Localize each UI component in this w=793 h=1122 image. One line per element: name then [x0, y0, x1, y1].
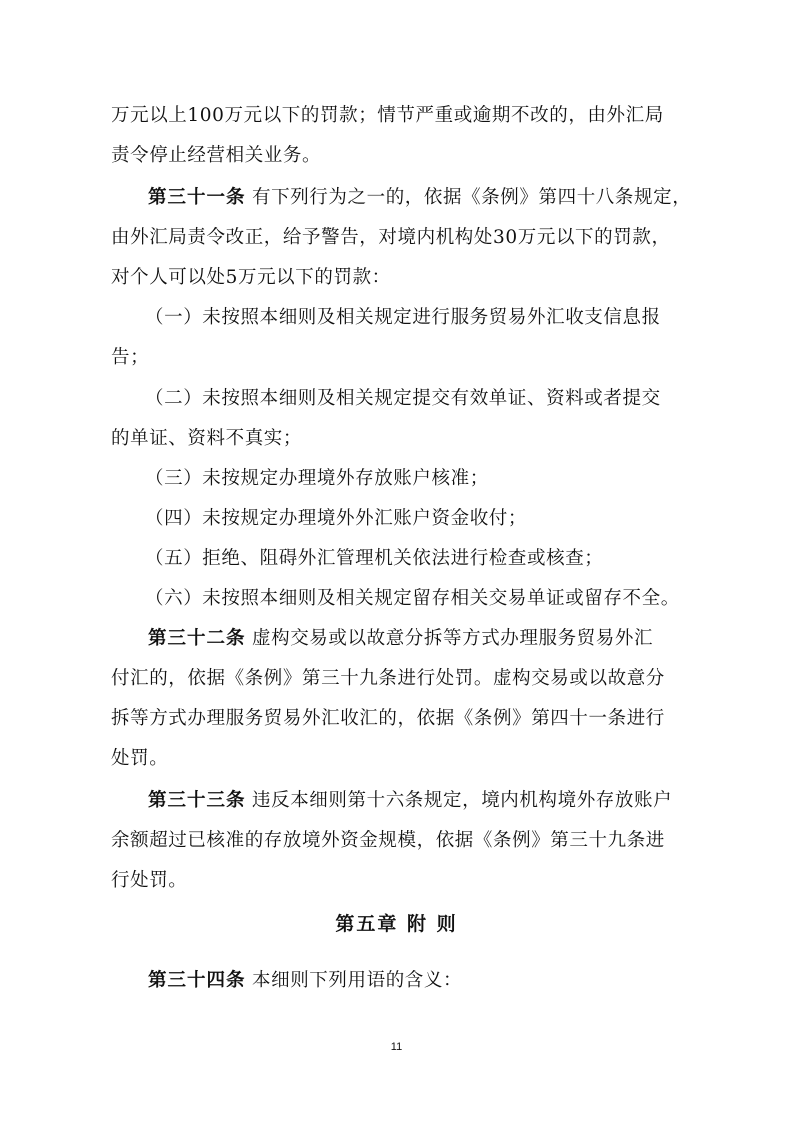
chapter-heading: 第五章 附 则 [335, 913, 458, 935]
list-item-line [0, 544, 793, 574]
text-line [0, 704, 793, 734]
line-text: 虚构交易或以故意分拆等方式办理服务贸易外汇 [252, 628, 654, 649]
article-number: 第三十一条 [148, 187, 246, 208]
line-text: 拆等方式办理服务贸易外汇收汇的，依据《条例》第四十一条进行 [111, 708, 665, 729]
article-line [0, 786, 793, 816]
line-text: 违反本细则第十六条规定，境内机构境外存放账户 [252, 790, 673, 811]
line-text: 的单证、资料不真实； [111, 428, 303, 449]
list-item-line [0, 584, 793, 614]
line-text: 处罚。 [111, 748, 169, 769]
page-number: 11 [390, 1041, 403, 1053]
line-text: （六）未按照本细则及相关规定留存相关交易单证或留存不全。 [145, 588, 680, 609]
text-line [0, 263, 793, 293]
line-text: （五）拒绝、阻碍外汇管理机关依法进行检查或核查； [145, 548, 604, 569]
text-line [0, 826, 793, 856]
list-item-line [0, 504, 793, 534]
text-line [0, 223, 793, 253]
article-line [0, 624, 793, 654]
line-text: 告； [111, 347, 150, 368]
article-number: 第三十三条 [148, 790, 246, 811]
line-text: （一）未按照本细则及相关规定进行服务贸易外汇收支信息报 [145, 307, 661, 328]
line-text: （二）未按照本细则及相关规定提交有效单证、资料或者提交 [145, 388, 661, 409]
article-line [0, 966, 793, 996]
line-text: （四）未按规定办理境外外汇账户资金收付； [145, 508, 528, 529]
list-item-line [0, 464, 793, 494]
article-number: 第三十二条 [148, 628, 246, 649]
line-text: 有下列行为之一的，依据《条例》第四十八条规定， [252, 187, 692, 208]
text-line [0, 343, 793, 373]
text-line [0, 101, 793, 131]
line-text: 对个人可以处5万元以下的罚款： [111, 267, 391, 288]
article-line [0, 183, 793, 213]
text-line [0, 424, 793, 454]
line-text: 余额超过已核准的存放境外资金规模，依据《条例》第三十九条进 [111, 830, 665, 851]
line-text: 付汇的，依据《条例》第三十九条进行处罚。虚构交易或以故意分 [111, 668, 665, 689]
line-text: 行处罚。 [111, 870, 188, 891]
text-line [0, 664, 793, 694]
line-text: 万元以上100万元以下的罚款；情节严重或逾期不改的，由外汇局 [111, 105, 664, 126]
line-text: （三）未按规定办理境外存放账户核准； [145, 468, 489, 489]
line-text: 责令停止经营相关业务。 [111, 145, 322, 166]
line-text: 由外汇局责令改正，给予警告，对境内机构处30万元以下的罚款， [111, 227, 671, 248]
text-line [0, 141, 793, 171]
list-item-line [0, 384, 793, 414]
text-line [0, 866, 793, 896]
article-number: 第三十四条 [148, 970, 246, 991]
line-text: 本细则下列用语的含义： [252, 970, 463, 991]
text-line [0, 744, 793, 774]
list-item-line [0, 303, 793, 333]
